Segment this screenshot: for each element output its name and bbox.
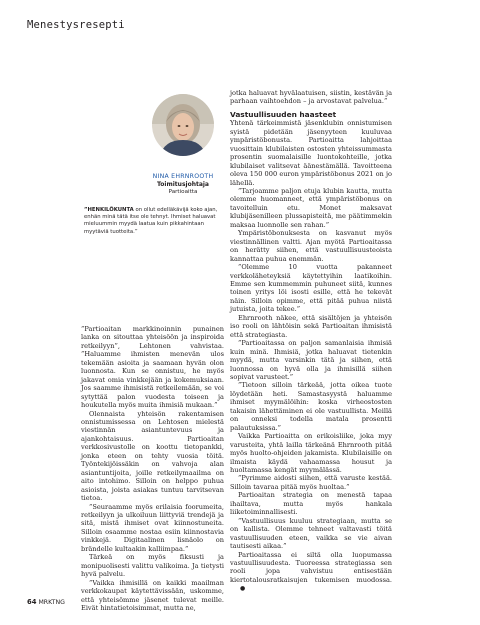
body-paragraph: ”Olemme 10 vuotta pakanneet verkkoläheteyksiä käytettyihin laatikoihin. Emme sen kummemmin puhuneet siitä, kunnes toinen yritys löi isosti esille, että he tekevät näin. Silloin opimme, että pitää puhua niistä jutuista, joita tekee.” — [230, 263, 392, 314]
body-paragraph: Tärkeä on myös fiksusti ja monipuolisesti valittu valikoima. Ja tietysti hyvä palvelu. — [81, 553, 224, 579]
body-paragraph: Partioaitan strategia on menestä tapaa ihailtava, mutta myös hankala liiketoiminnallisesti. — [230, 491, 392, 517]
body-paragraph: ”Tarjoamme paljon etuja klubin kautta, mutta olemme huomanneet, että ympäristöbonus on tavoitelluin etu. Monet maksavat klubijäsenilleen plussapisteitä, me päätimmekin maksaa luonnolle sen rahan.” — [230, 187, 392, 229]
body-paragraph: ”Seuraamme myös erilaisia foorumeita, retkeilyyn ja ulkoiluun liittyviä trendejä ja sitä, mistä ihmiset ovat kiinnostuneita. Silloin osaamme nostaa esiin kiinnostavia vinkkejä. Digitaalinen lisnäolo on brändelle kultaakin kalliimpaa.” — [81, 502, 224, 553]
right-column — [230, 89, 392, 594]
publication-name: MRKTNG — [38, 599, 65, 606]
body-paragraph: ”Vaikka ihmisillä on kaikki maailman verkkokaupat käytettävissään, uskomme, että yhteisömme jäsenet tulevat meille. Eivät hintatietoisimmat, mutta ne, — [81, 578, 224, 612]
profile-role: Toimitusjohtaja — [157, 181, 209, 188]
body-paragraph: Olennaista yhteisön rakentamisen onnistumissessa on Lehtosen mielestä viestinnän asiantuntevuus ja ajankohtaisuus. Partioaitan verkkosivustolle on koottu tietopankki, jonka eteen on tehty vuosia töitä. Työntekijöissäkin on vahvoja alan asiantuntijoita, joille retkeilymaailma on aito intohimo. Silloin on helppo puhua asioista, joista asiakas tuntuu tarvitsevan tietoa. — [81, 409, 224, 503]
body-paragraph: ”Pyrimme aidosti siihen, että varuste kestää. Silloin tavaraa pitää myös huoltaa.” — [230, 474, 392, 491]
final-paragraph-text: Partioaitassa ei siltä olla luopumassa vastuullisuudesta. Tuoreessa strategiassa sen rooli jopa vahvistuu entisestään kiertotalousratkaisujen tukemisen muodossa. — [230, 550, 392, 584]
page-footer — [27, 598, 65, 606]
profile-name: NINA EHRNROOTH — [152, 173, 214, 180]
body-paragraph: Yhtenä tärkeimmistä jäsenklubin onnistumisen syistä pidetään jäsenyyteen kuuluvaa ympäristöbonusta. Partioaitta lahjoittaa vuosittain klubilaisten ostosten yhteissummasta prosentin suomalaisille luontokohteille, jotka klubilaiset valitsevat äänestämällä. Tavoitteena oleva 150 000 euron ympäristöbonus 2021 on jo lähellä. — [230, 119, 392, 187]
section-label: Menestysresepti — [27, 19, 125, 31]
body-paragraph: Ehrnrooth näkee, että sisältöjen ja yhteisön iso rooli on lähtöisin sekä Partioaitan ihmisistä että strategiasta. — [230, 313, 392, 339]
pull-quote-text: on ollut edelläkävijä koko ajan, enhän minä tätä itse ole tehnyt. Ihmiset haluavat mieluummin myydä laatua kuin pikkahintaan myytäviä tuotteita.” — [84, 207, 218, 235]
end-mark-icon: ● — [240, 585, 246, 593]
portrait-icon — [152, 94, 214, 156]
body-paragraph: ”Partioaitan markkinoinnin punainen lanka on sitouttaa yhteisöön ja inspiroida retkeilyyn”, Lehtonen vahvistaa. ”Haluamme ihmisten menevän ulos tekemään asioita ja saamaan hyvän olon luonnosta. Kun se onnistuu, he myös jakavat omia vinkkejään ja kokemuksiaan. Jos saamme ihmisistä retkeilemään, se voi sytyttää palon vuodesta toiseen ja houkutella myös muita ihmisiä mukaan.” — [81, 325, 224, 410]
body-paragraph: Ympäristöbonuksesta on kasvanut myös viestinnällinen valtti. Ajan myötä Partioaitassa on herätty siihen, että vastuullisuusteoista kannattaa puhua enemmän. — [230, 229, 392, 263]
pull-quote — [84, 207, 226, 236]
portrait-photo — [152, 94, 214, 156]
section-heading: Vastuullisuuden haasteet — [230, 109, 337, 119]
body-paragraph: jotka haluavat hyvälaatuisen, siistin, kestävän ja parhaan vaihtoehdon – ja arvostavat palvelua.” — [230, 89, 392, 106]
left-column — [81, 325, 224, 612]
page-number: 64 — [27, 598, 37, 606]
body-paragraph: ”Partioaitassa on paljon samanlaisia ihmisiä kuin minä. Ihmisiä, jotka haluavat tietenkin myydä, mutta varsinkin tätä ja siihen, että luonnossa on hyvä olla ja ihmisillä siihen sopivat varusteet.” — [230, 339, 392, 381]
pull-quote-lead: ”HENKILÖKUNTA — [84, 207, 134, 213]
profile-company: Partioaitta — [168, 189, 198, 195]
body-paragraph: Vaikka Partioaitta on erikoisliike, joka myy varusteita, yhtä lailla tärkeänä Ehrnrooth pitää myös huolto-ohjeiden jakamista. Klubilaisille on ilmaista käydä vahaamassa housut ja huoltamassa kengät myymälässä. — [230, 432, 392, 474]
body-paragraph: ”Vastuullisuus kuuluu strategiaan, mutta se on kallista. Olemme tehneet valtavasti töitä vastuullisuuden eteen, vaikka se vie aivan tautisesti aikaa.” — [230, 516, 392, 551]
body-paragraph — [230, 551, 392, 594]
body-paragraph: ”Tietoon silloin tärkeää, jotta oikea tuote löydetään heti. Samastasyystä haluamme ihmiset myymälöihin: koska virheostosten takaisin lähettäminen ei ole vastuullista. Meillä on onneksi todella matala prosentti palautuksissa.” — [230, 381, 392, 432]
